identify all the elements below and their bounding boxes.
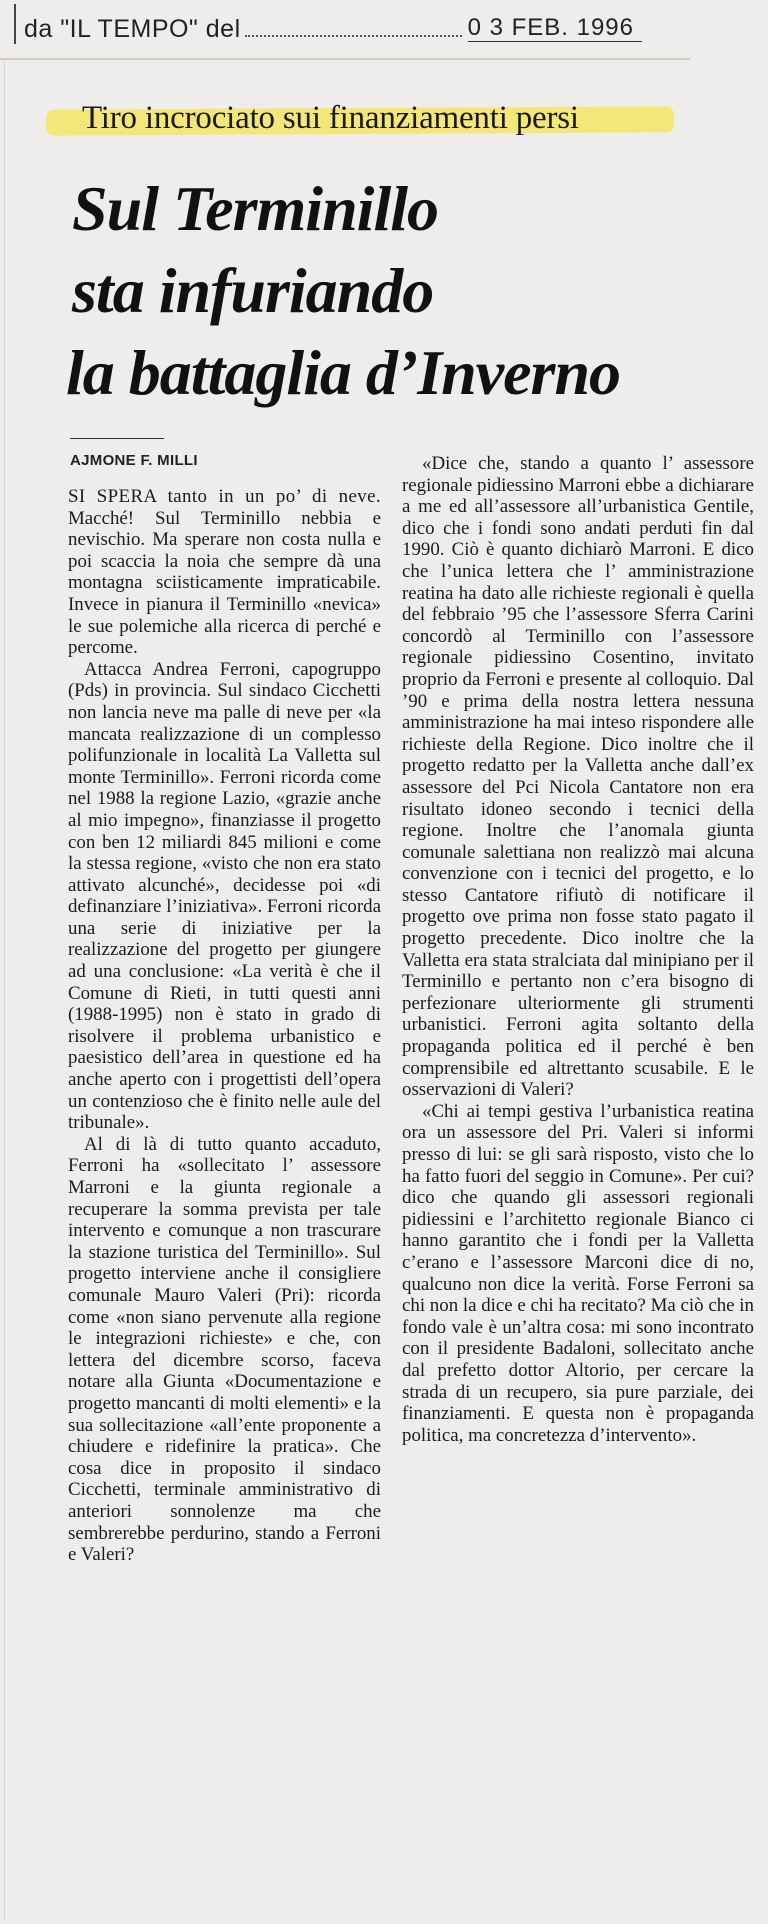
byline: AJMONE F. MILLI (70, 452, 198, 469)
top-rule (0, 58, 690, 60)
headline (66, 168, 732, 414)
article-paragraph: Al di là di tutto quanto accaduto, Ferroni ha «sollecitato l’ assessore Marroni e la giunta regionale a recuperare la somma prevista per tale intervento e comunque a non trascurare la stazione turistica del Terminillo». Sul progetto interviene anche il consigliere comunale Mauro Valeri (Pri): ricorda come «non siano pervenute alla regione le integrazioni richieste» e che, con lettera del dicembre scorso, faceva notare alla Giunta «Documentazione e progetto mancanti di molti elementi» e la sua sollecitazione «all’ente proponente a chiudere e ridefinire la pratica». Che cosa dice in proposito il sindaco Cicchetti, terminale amministrativo di anteriori sonnolenze ma che sembrerebbe perdurino, stando a Ferroni e Valeri? (68, 1133, 381, 1566)
masthead-source: da "IL TEMPO" del (24, 15, 241, 43)
masthead-date: 0 3 FEB. 1996 (468, 14, 634, 44)
headline-line: la battaglia d’Inverno (66, 337, 621, 408)
margin-line (4, 60, 5, 1920)
article-paragraph: SI SPERA tanto in un po’ di neve. Macché! Sul Terminillo nebbia e nevischio. Ma sperare non costa nulla e poi scaccia la noia che sempre dà una montagna sciisticamente impraticabile. Invece in pianura il Terminillo «nevica» le sue polemiche alla ricerca di perché e percome. (68, 486, 381, 659)
article-column-right (402, 453, 754, 1446)
article-paragraph: «Chi ai tempi gestiva l’urbanistica reatina ora un assessore del Pri. Valeri si informi presso di lui: se gli sarà risposto, visto che lo ha fatto fuori del seggio in Comune». Per cui? dico che quando gli assessori regionali pidiessini e l’architetto regionale Bianco ci hanno garantito che i fondi per la Valletta c’erano e l’assessore Marconi dice di no, qualcuno non dice la verità. Forse Ferroni sa chi non la dice e chi ha recitato? Ma ciò che in fondo vale è un’altra cosa: mi sono incontrato con il presidente Badaloni, sollecitato anche dal prefetto dottor Altorio, per cercare la strada di un recupero, sia pure parziale, dei finanziamenti. E questa non è propaganda politica, ma concretezza d’intervento». (402, 1100, 754, 1446)
article-paragraph: «Dice che, stando a quanto l’ assessore regionale pidiessino Marroni ebbe a dichiarare a me ed all’assessore all’urbanistica Gentile, dico che i fondi sono andati perduti fin dal 1990. Ciò è quanto dichiarò Marroni. E dico che l’unica lettera che l’ amministrazione reatina ha dato alle richieste regionali è quella del febbraio ’95 che l’assessore Sferra Carini concordò al Terminillo con l’assessore regionale pidiessino Cosentino, invitato proprio da Ferroni e presente al colloquio. Dal ’90 e prima della nostra lettera nessuna amministrazione ha mai inteso rispondere alle richieste della Regione. Dico inoltre che il progetto redatto per la Valletta anche dall’ex assessore del Pci Nicola Cantatore non era risultato idoneo secondo i tecnici della regione. Inoltre che l’anomala giunta comunale salettiana non realizzò mai alcuna convenzione con i tecnici del progetto, e lo stesso Cantatore rifiutò di notificare il progetto ove prima non fosse stato pagato il progetto precedente. Dico inoltre che la Valletta era stata stralciata dal minipiano per il Terminillo e pertanto non c’era bisogno di perfezionare ulteriormente gli strumenti urbanistici. Ferroni agita soltanto della propaganda politica ed il perché è ben comprensibile ed altrettanto scusabile. E le osservazioni di Valeri? (402, 453, 754, 1101)
masthead-dotted-line (245, 35, 462, 37)
headline-line: sta infuriando (72, 255, 434, 326)
byline-rule (70, 438, 164, 439)
article-paragraph: Attacca Andrea Ferroni, capogruppo (Pds) in provincia. Sul sindaco Cicchetti non lancia neve ma palle di neve per «la mancata realizzazione di un complesso polifunzionale in località La Valletta sul monte Terminillo». Ferroni ricorda come nel 1988 la regione Lazio, «grazie anche al mio impegno», finanziasse il progetto con ben 12 miliardi 845 milioni e come la stessa regione, «visto che non era stato attivato alcunché», decidesse poi «di definanziare l’iniziativa». Ferroni ricorda una serie di iniziative per la realizzazione del progetto per giungere ad una conclusione: «La verità è che il Comune di Rieti, in tutti questi anni (1988-1995) non è stato in grado di risolvere il problema urbanistico e paesistico dell’area in questione ed ha anche aperto con i progettisti dell’opera un contenzioso che è finito nelle aule del tribunale». (68, 658, 381, 1134)
kicker: Tiro incrociato sui finanziamenti persi (82, 100, 579, 136)
kicker-block (36, 96, 676, 142)
headline-line: Sul Terminillo (72, 173, 438, 244)
masthead (14, 4, 634, 44)
article-column-left (68, 486, 381, 1566)
